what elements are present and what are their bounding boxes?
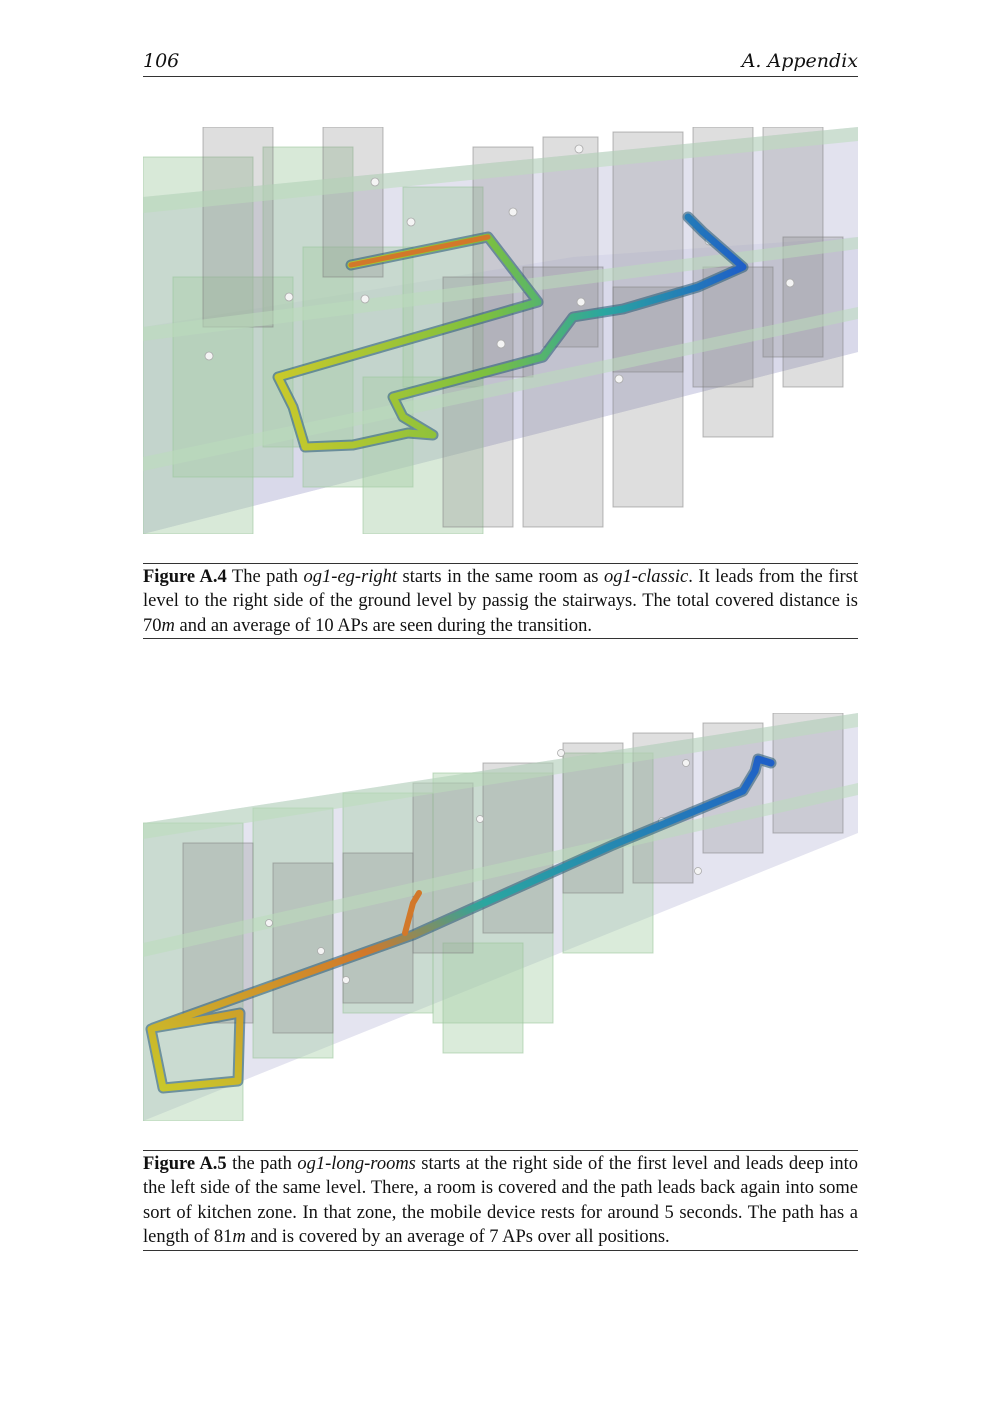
unit: m (161, 615, 175, 636)
running-head: A. Appendix (741, 50, 858, 72)
path-name: og1-classic (603, 567, 689, 587)
building-render-a4 (143, 127, 858, 534)
figure-a5-caption: Figure A.5 the path og1-long-rooms starts at the right side of the first level and leads deep into the left side of the same level. There, a room is covered and the path leads back again into some sort of kitchen zone. In that zone, the mobile device rests for around 5 seconds. The path has a length of 81m and is covered by an average of 7 APs over all positions. (143, 1150, 858, 1251)
building-render-a5 (143, 713, 858, 1121)
figure-label: Figure A.4 (143, 567, 227, 587)
figure-a4-caption: Figure A.4 The path og1-eg-right starts in the same room as og1-classic. It leads from the first level to the right side of the ground level by passig the stairways. The total covered distance is 70m and an average of 10 APs are seen during the transition. (143, 563, 858, 639)
unit: m (232, 1227, 246, 1248)
page-header (143, 48, 858, 77)
path-name: og1-long-rooms (297, 1154, 416, 1174)
figure-label: Figure A.5 (143, 1154, 227, 1174)
figure-a5-image (143, 713, 858, 1121)
page-number: 106 (143, 50, 180, 72)
path-name: og1-eg-right (303, 567, 398, 587)
figure-a4-image (143, 127, 858, 534)
